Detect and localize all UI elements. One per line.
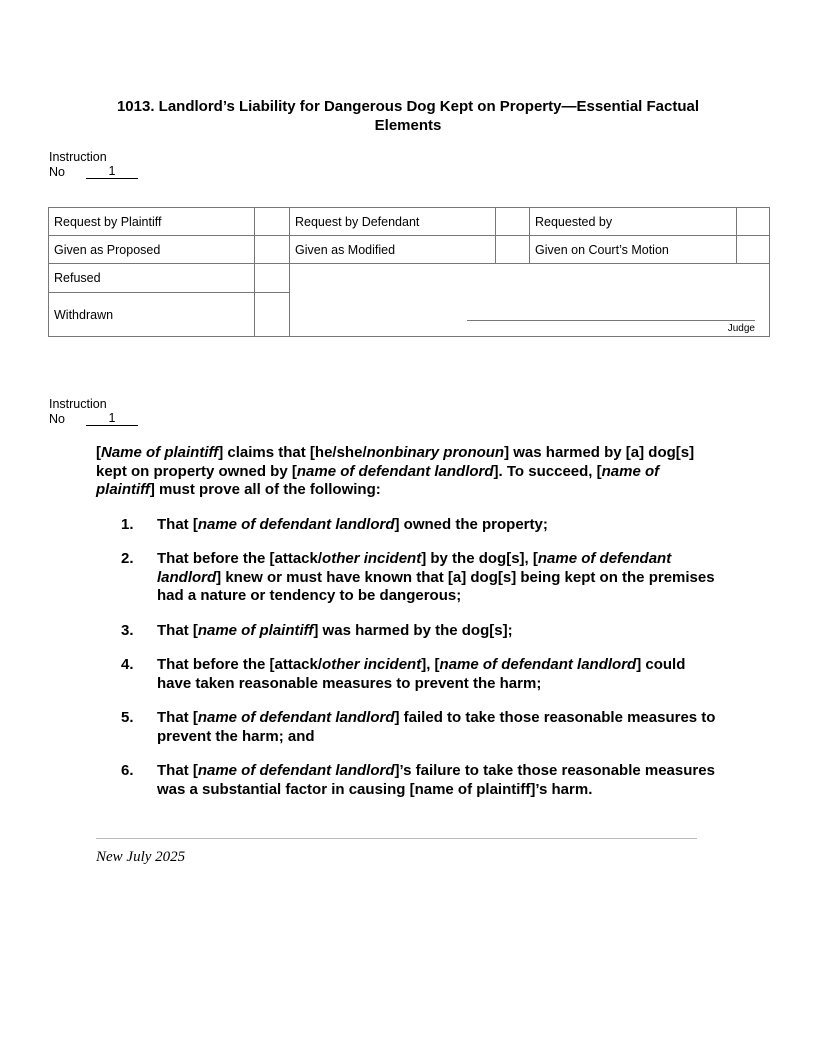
intro-placeholder: name of defendant landlord bbox=[296, 462, 494, 480]
given-as-modified-checkbox[interactable] bbox=[496, 236, 530, 264]
intro-paragraph bbox=[96, 444, 720, 500]
revision-note: New July 2025 bbox=[96, 849, 186, 865]
element-text: That before the [attack/ bbox=[157, 550, 323, 567]
footer-divider bbox=[96, 838, 697, 839]
requested-by-checkbox[interactable] bbox=[737, 208, 770, 236]
intro-placeholder: name of plaintiff bbox=[96, 462, 660, 498]
element-placeholder: name of defendant landlord bbox=[197, 709, 395, 726]
given-as-proposed-checkbox[interactable] bbox=[255, 236, 290, 264]
element-number: 6. bbox=[121, 762, 134, 779]
element-item-4 bbox=[96, 656, 720, 693]
document-title: 1013. Landlord’s Liability for Dangerous Dog Kept on Property—Essential Factual Elements bbox=[116, 98, 700, 134]
refused-label: Refused bbox=[49, 264, 255, 293]
instruction-request-table bbox=[48, 207, 770, 337]
instruction-body bbox=[96, 444, 720, 815]
element-item-2 bbox=[96, 550, 720, 606]
element-text: That [ bbox=[157, 515, 198, 533]
judge-label: Judge bbox=[727, 323, 755, 334]
intro-text: ] must prove all of the following: bbox=[149, 481, 381, 498]
element-text: That [ bbox=[157, 709, 198, 726]
element-number: 4. bbox=[121, 656, 134, 673]
element-placeholder: name of defendant landlord bbox=[157, 550, 672, 586]
instruction-label: Instruction bbox=[49, 150, 107, 164]
element-text: ], [ bbox=[421, 656, 440, 673]
intro-text: ] was harmed by [a] dog[s] kept on property owned by [ bbox=[96, 444, 695, 480]
element-text: That before the [attack/ bbox=[157, 656, 323, 673]
element-text: ] failed to take those reasonable measures to prevent the harm; and bbox=[157, 709, 716, 745]
instruction-number-block bbox=[49, 150, 138, 179]
instruction-number-field[interactable]: 1 bbox=[86, 412, 138, 427]
element-text: ] owned the property; bbox=[394, 515, 548, 533]
given-on-courts-motion-checkbox[interactable] bbox=[737, 236, 770, 264]
request-by-defendant-checkbox[interactable] bbox=[496, 208, 530, 236]
instruction-no-label: No bbox=[49, 411, 65, 426]
intro-text: ] claims that [he/she/ bbox=[218, 444, 367, 461]
elements-list bbox=[96, 516, 720, 800]
element-placeholder: name of plaintiff bbox=[197, 621, 314, 639]
judge-signature-area bbox=[290, 264, 770, 337]
element-text: ]’s failure to take those reasonable measures was a substantial factor in causing [name of plaintiff]’s harm. bbox=[157, 762, 715, 798]
element-placeholder: other incident bbox=[322, 656, 422, 673]
request-by-defendant-label: Request by Defendant bbox=[290, 208, 496, 236]
given-on-courts-motion-label: Given on Court’s Motion bbox=[530, 236, 737, 264]
requested-by-label: Requested by bbox=[530, 208, 737, 236]
element-item-5 bbox=[96, 709, 720, 746]
judge-signature-line[interactable] bbox=[467, 320, 755, 321]
withdrawn-label: Withdrawn bbox=[49, 293, 255, 337]
intro-placeholder: Name of plaintiff bbox=[101, 444, 219, 461]
request-by-plaintiff-checkbox[interactable] bbox=[255, 208, 290, 236]
element-item-6 bbox=[96, 762, 720, 799]
element-text: That [ bbox=[157, 621, 198, 639]
element-text: That [ bbox=[157, 762, 198, 779]
element-text: ] could have taken reasonable measures to prevent the harm; bbox=[157, 656, 686, 692]
element-text: ] was harmed by the dog[s]; bbox=[313, 621, 513, 639]
element-number: 5. bbox=[121, 709, 134, 726]
instruction-label: Instruction bbox=[49, 397, 107, 411]
element-placeholder: name of defendant landlord bbox=[197, 515, 395, 533]
element-number: 1. bbox=[121, 515, 134, 533]
request-by-plaintiff-label: Request by Plaintiff bbox=[49, 208, 255, 236]
element-item-3 bbox=[96, 622, 720, 641]
instruction-no-label: No bbox=[49, 164, 65, 179]
element-item-1 bbox=[96, 516, 720, 535]
withdrawn-checkbox[interactable] bbox=[255, 293, 290, 337]
element-number: 3. bbox=[121, 621, 134, 639]
intro-placeholder: nonbinary pronoun bbox=[366, 444, 505, 461]
element-text: ] by the dog[s], [ bbox=[421, 550, 538, 567]
element-placeholder: name of defendant landlord bbox=[197, 762, 395, 779]
refused-checkbox[interactable] bbox=[255, 264, 290, 293]
element-number: 2. bbox=[121, 550, 134, 567]
intro-text: ]. To succeed, [ bbox=[493, 462, 602, 480]
given-as-proposed-label: Given as Proposed bbox=[49, 236, 255, 264]
given-as-modified-label: Given as Modified bbox=[290, 236, 496, 264]
element-text: ] knew or must have known that [a] dog[s] being kept on the premises had a nature or tendency to be dangerous; bbox=[157, 568, 715, 604]
intro-text: [ bbox=[96, 444, 101, 461]
instruction-number-block-2 bbox=[49, 397, 138, 426]
element-placeholder: other incident bbox=[322, 550, 422, 567]
instruction-number-field[interactable]: 1 bbox=[86, 165, 138, 180]
element-placeholder: name of defendant landlord bbox=[439, 656, 637, 673]
